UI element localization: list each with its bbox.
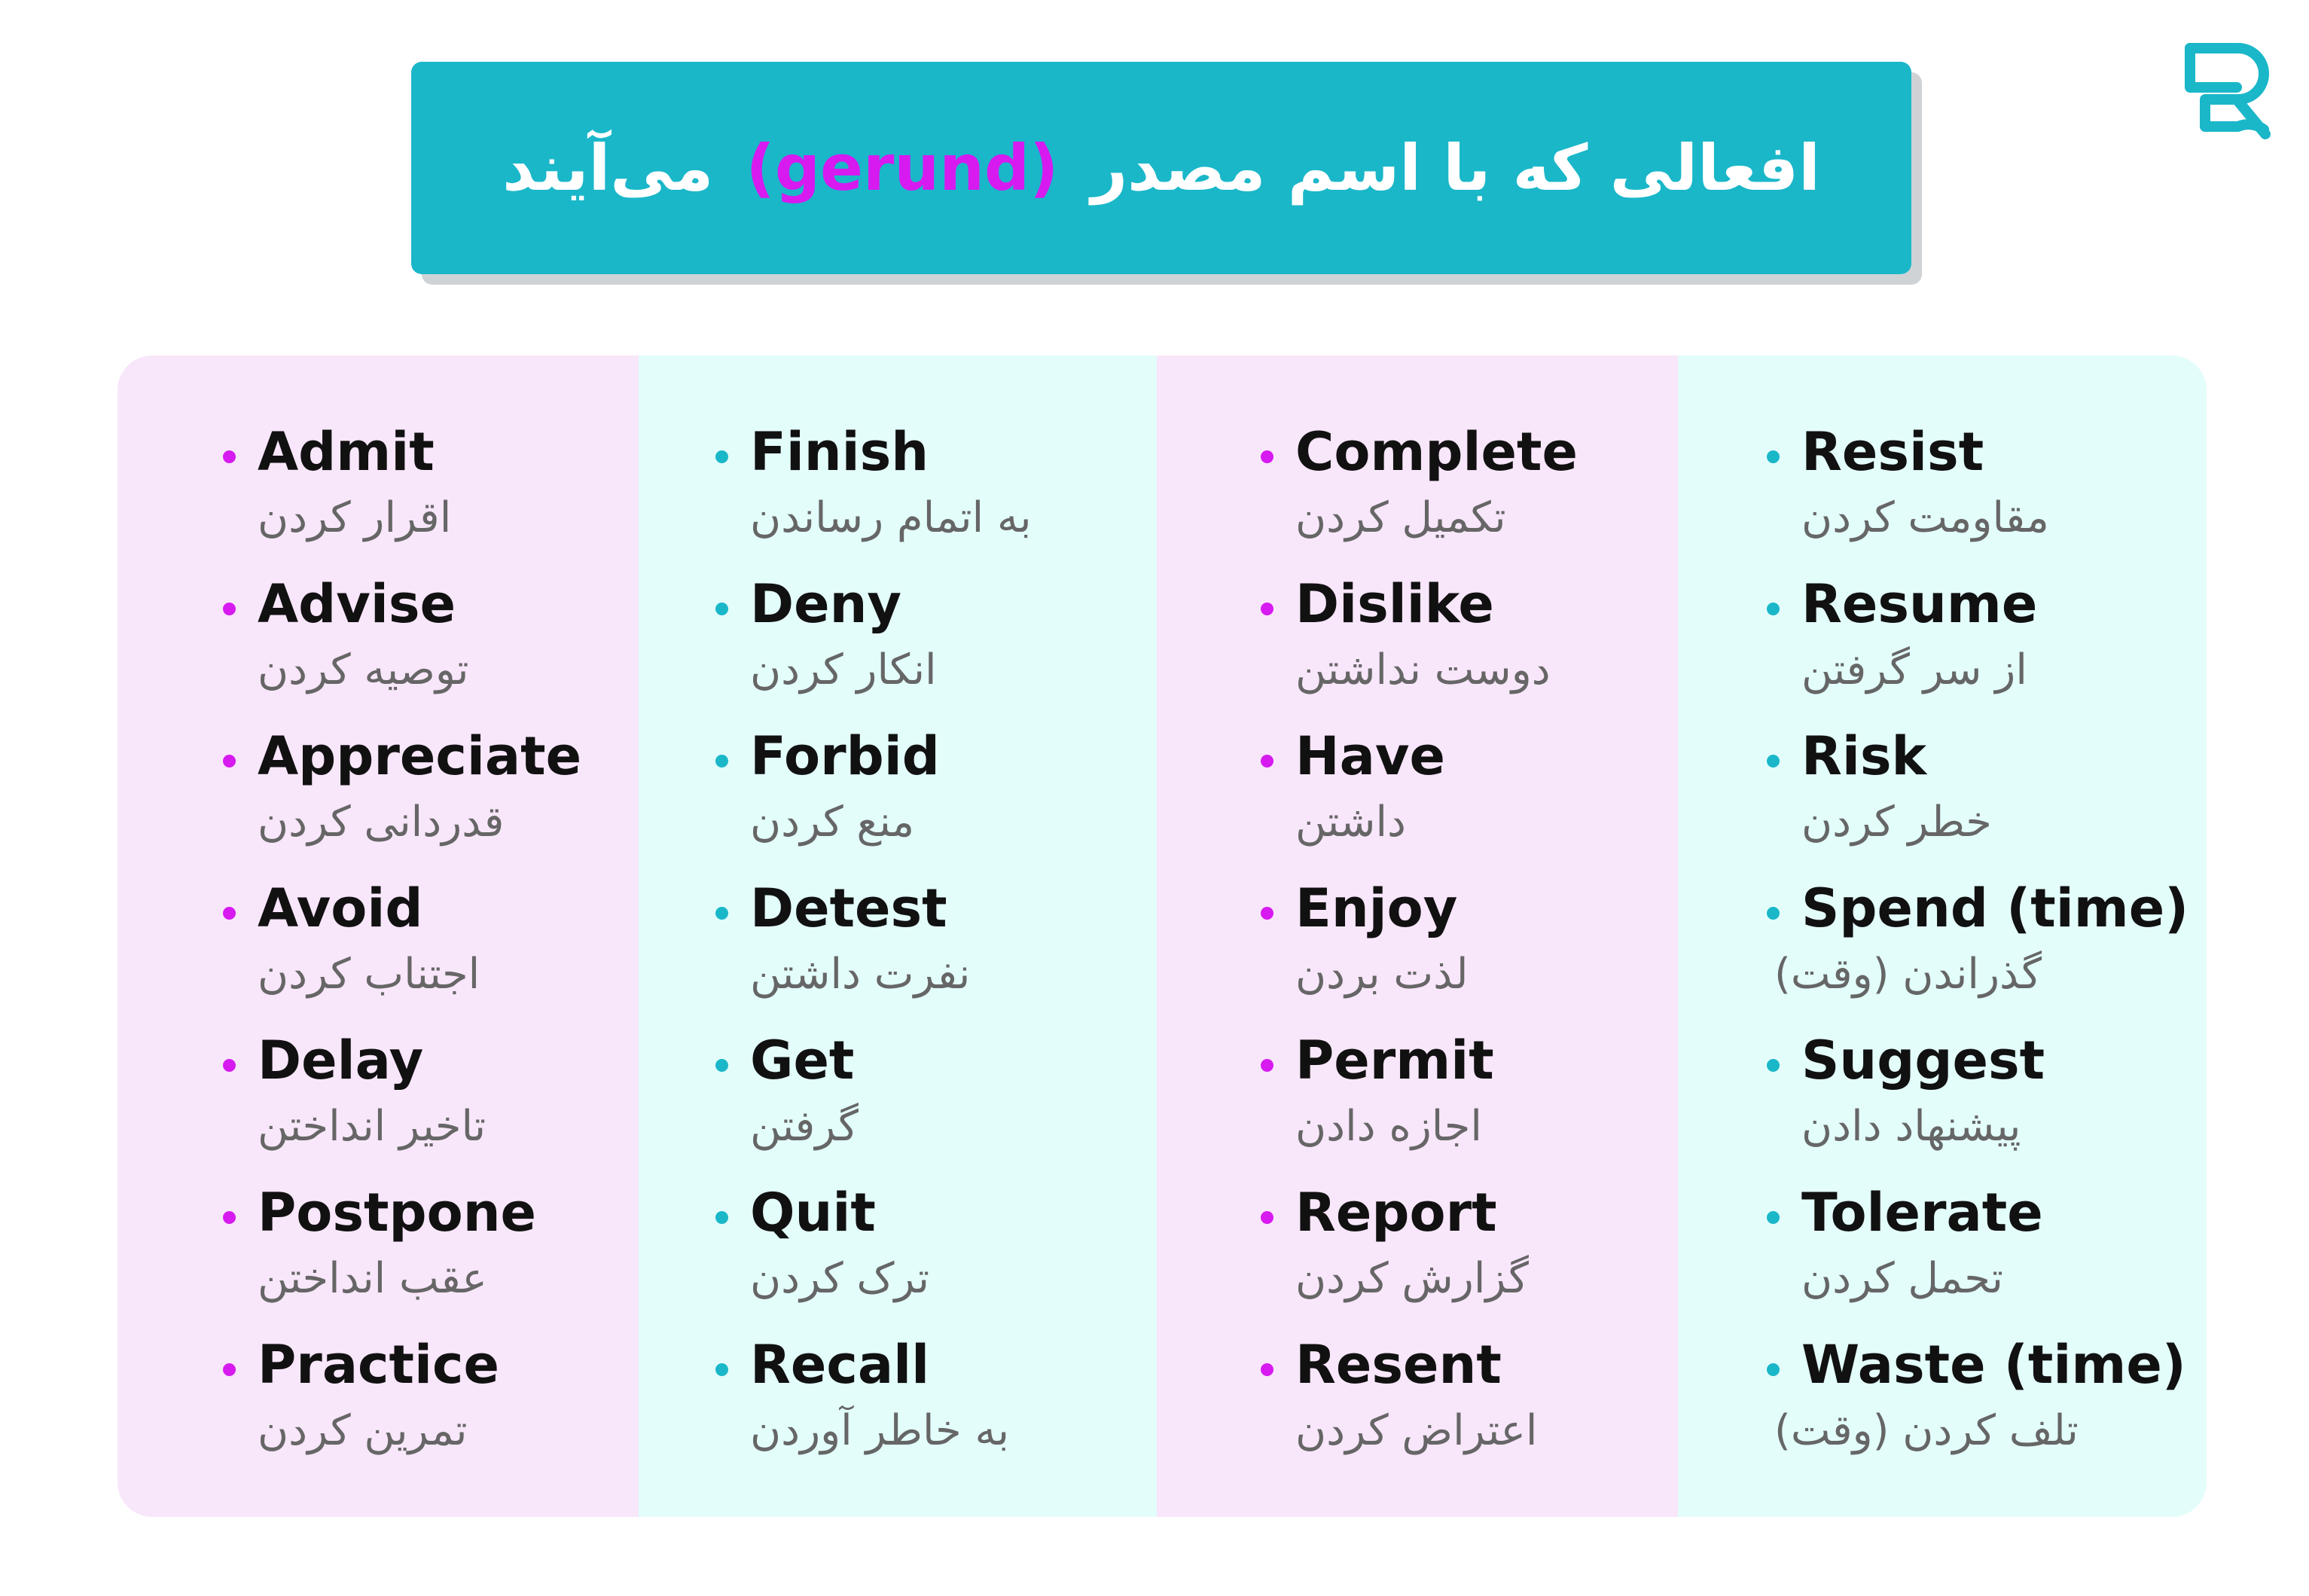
verb-word: Appreciate	[258, 725, 582, 787]
bullet-dot-icon	[715, 1363, 728, 1376]
verb-word: Recall	[750, 1334, 930, 1396]
brand-logo-icon	[2184, 42, 2273, 140]
verb-word: Waste (time)	[1801, 1334, 2186, 1396]
bullet-dot-icon	[223, 907, 236, 920]
verb-word: Enjoy	[1295, 877, 1458, 939]
verb-meaning: به خاطر آوردن	[750, 1406, 1010, 1455]
verb-word: Delay	[258, 1030, 424, 1091]
verb-word: Quit	[750, 1182, 876, 1244]
verb-meaning: پیشنهاد دادن	[1801, 1102, 2021, 1151]
verb-word: Dislike	[1295, 573, 1494, 635]
verb-meaning: اعتراض کردن	[1295, 1406, 1538, 1455]
verb-meaning: انکار کردن	[750, 645, 937, 694]
verb-meaning: به اتمام رساندن	[750, 493, 1032, 542]
bullet-dot-icon	[1261, 1059, 1273, 1072]
verb-column-2	[639, 356, 1157, 1517]
verb-meaning: داشتن	[1295, 798, 1406, 847]
bullet-dot-icon	[223, 450, 236, 463]
verb-meaning: اقرار کردن	[258, 493, 452, 542]
verb-column-4	[1678, 356, 2207, 1517]
verb-word: Avoid	[258, 877, 423, 939]
verb-meaning: قدردانی کردن	[258, 798, 505, 847]
verb-word: Suggest	[1801, 1030, 2045, 1091]
bullet-dot-icon	[223, 1059, 236, 1072]
verb-column-1	[117, 356, 639, 1517]
verb-meaning: گزارش کردن	[1295, 1254, 1529, 1303]
verb-meaning: لذت بردن	[1295, 950, 1469, 999]
verb-meaning: اجتناب کردن	[258, 950, 480, 999]
bullet-dot-icon	[1767, 1059, 1780, 1072]
bullet-dot-icon	[715, 450, 728, 463]
bullet-dot-icon	[1261, 1211, 1273, 1224]
verb-word: Spend (time)	[1801, 877, 2189, 939]
verb-word: Admit	[258, 421, 435, 483]
verb-word: Tolerate	[1801, 1182, 2043, 1244]
verb-meaning: تکمیل کردن	[1295, 493, 1506, 542]
bullet-dot-icon	[223, 1363, 236, 1376]
verb-word: Finish	[750, 421, 929, 483]
verb-word: Practice	[258, 1334, 499, 1396]
verb-board	[117, 356, 2207, 1517]
bullet-dot-icon	[1767, 907, 1780, 920]
verb-word: Risk	[1801, 725, 1927, 787]
bullet-dot-icon	[1767, 755, 1780, 767]
bullet-dot-icon	[715, 1059, 728, 1072]
verb-word: Deny	[750, 573, 902, 635]
verb-meaning: دوست نداشتن	[1295, 645, 1551, 694]
verb-meaning: توصیه کردن	[258, 645, 469, 694]
bullet-dot-icon	[1767, 1363, 1780, 1376]
bullet-dot-icon	[1261, 450, 1273, 463]
bullet-dot-icon	[1767, 603, 1780, 615]
verb-meaning: اجازه دادن	[1295, 1102, 1482, 1151]
bullet-dot-icon	[715, 907, 728, 920]
verb-word: Advise	[258, 573, 456, 635]
verb-meaning: تاخیر انداختن	[258, 1102, 487, 1151]
verb-word: Complete	[1295, 421, 1578, 483]
verb-word: Resent	[1295, 1334, 1502, 1396]
bullet-dot-icon	[1261, 755, 1273, 767]
title-accent: (gerund)	[746, 131, 1059, 205]
verb-word: Report	[1295, 1182, 1497, 1244]
bullet-dot-icon	[1261, 1363, 1273, 1376]
verb-meaning: تلف کردن (وقت)	[1774, 1406, 2079, 1455]
verb-meaning: خطر کردن	[1801, 798, 1992, 847]
bullet-dot-icon	[223, 755, 236, 767]
verb-meaning: تحمل کردن	[1801, 1254, 2003, 1303]
verb-meaning: منع کردن	[750, 798, 915, 847]
verb-word: Forbid	[750, 725, 940, 787]
verb-meaning: گرفتن	[750, 1102, 859, 1151]
verb-meaning: تمرین کردن	[258, 1406, 468, 1455]
bullet-dot-icon	[1261, 907, 1273, 920]
bullet-dot-icon	[1767, 1211, 1780, 1224]
verb-word: Permit	[1295, 1030, 1494, 1091]
verb-meaning: گذراندن (وقت)	[1774, 950, 2042, 999]
verb-word: Get	[750, 1030, 855, 1091]
verb-word: Detest	[750, 877, 947, 939]
bullet-dot-icon	[715, 1211, 728, 1224]
title-banner	[411, 62, 1911, 274]
verb-meaning: مقاومت کردن	[1801, 493, 2049, 542]
verb-meaning: عقب انداختن	[258, 1254, 487, 1303]
verb-word: Resume	[1801, 573, 2038, 635]
bullet-dot-icon	[223, 1211, 236, 1224]
verb-meaning: از سر گرفتن	[1801, 645, 2027, 694]
verb-meaning: نفرت داشتن	[750, 950, 971, 999]
bullet-dot-icon	[223, 603, 236, 615]
verb-word: Resist	[1801, 421, 1984, 483]
title-text-before: افعالی که با اسم مصدر	[1090, 131, 1820, 205]
verb-word: Have	[1295, 725, 1445, 787]
bullet-dot-icon	[1767, 450, 1780, 463]
bullet-dot-icon	[715, 755, 728, 767]
page-title	[502, 131, 1820, 205]
verb-column-3	[1157, 356, 1678, 1517]
verb-word: Postpone	[258, 1182, 537, 1244]
title-text-after: می‌آیند	[502, 131, 714, 205]
bullet-dot-icon	[1261, 603, 1273, 615]
bullet-dot-icon	[715, 603, 728, 615]
verb-meaning: ترک کردن	[750, 1254, 930, 1303]
